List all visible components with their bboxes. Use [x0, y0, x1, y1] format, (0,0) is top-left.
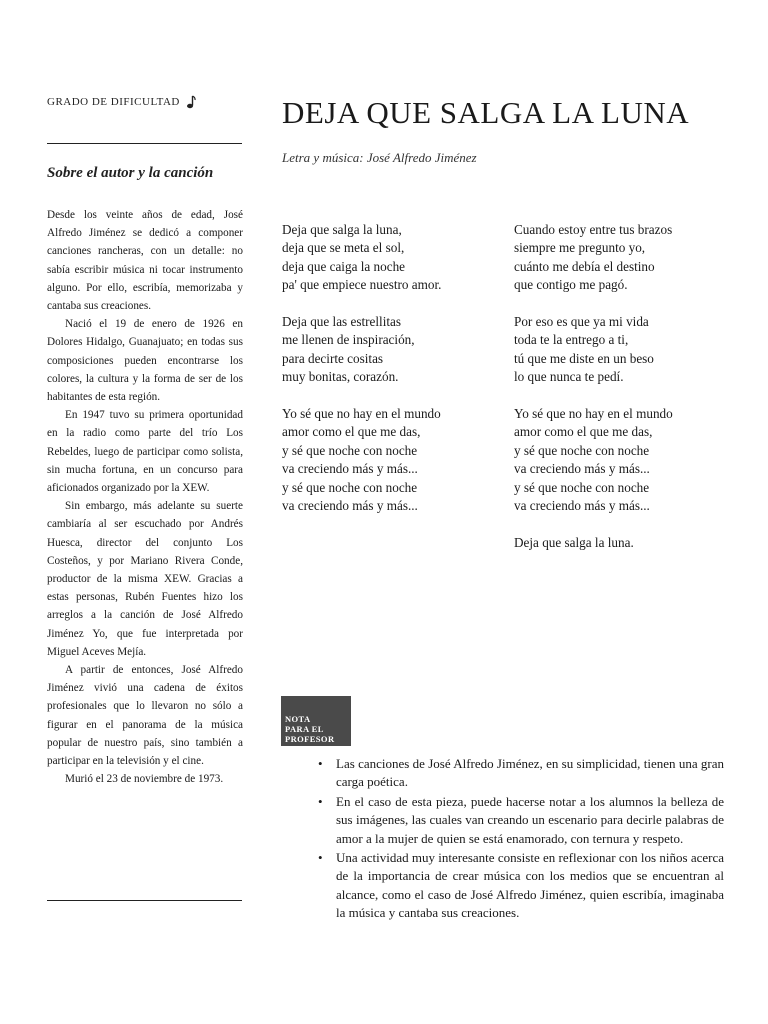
- badge-line: PARA EL: [285, 724, 324, 734]
- bio-paragraph: Desde los veinte años de edad, José Alfredo Jiménez se dedicó a componer canciones rancheras, con un detalle: no sabía escribir música ni tocar instrumento alguno. Por ello, escribía, memorizaba y cantaba sus creaciones.: [47, 209, 243, 313]
- stanza: [282, 221, 441, 295]
- lyric-line: va creciendo más y más...: [282, 461, 418, 477]
- difficulty-text: GRADO DE DIFICULTAD: [47, 96, 180, 108]
- stanza: [514, 221, 673, 295]
- lyric-line: y sé que noche con noche: [514, 442, 650, 458]
- sidebar-top-divider: [47, 143, 242, 144]
- about-heading: Sobre el autor y la canción: [47, 165, 214, 181]
- lyric-line: deja que se meta el sol,: [282, 240, 405, 256]
- lyric-line: me llenen de inspiración,: [282, 332, 415, 348]
- lyric-line: cuánto me debía el destino: [514, 258, 655, 274]
- lyric-line: pa' que empiece nuestro amor.: [282, 277, 442, 293]
- lyric-line: amor como el que me das,: [282, 424, 421, 440]
- bio-paragraph: Murió el 23 de noviembre de 1973.: [65, 773, 224, 786]
- bio-paragraph: Sin embargo, más adelante su suerte cambiaría al ser escuchado por Andrés Huesca, director del conjunto Los Costeños, y por Mariano Rivera Conde, productor de la misma XEW. Gracias a estas personas, Rubén Fuentes hizo los arreglos a la canción de José Alfredo Jiménez Yo, que fue interpretada por Miguel Aceves Mejía.: [47, 500, 243, 658]
- lyric-line: y sé que noche con noche: [282, 442, 418, 458]
- sidebar-bottom-divider: [47, 900, 242, 901]
- lyric-line: Deja que salga la luna.: [514, 534, 634, 550]
- stanza: [282, 405, 441, 515]
- bio-paragraph: En 1947 tuvo su primera oportunidad en la radio como parte del trío Los Rebeldes, luego de participar como solista, sin mucha fortuna, en un concurso para aficionados organizado por la XEW.: [47, 409, 243, 495]
- badge-line: PROFESOR: [285, 734, 335, 744]
- list-item: • Las canciones de José Alfredo Jiménez, en su simplicidad, tienen una gran carga poética.: [318, 755, 724, 792]
- lyric-line: Cuando estoy entre tus brazos: [514, 222, 673, 237]
- list-item: • En el caso de esta pieza, puede hacerse notar a los alumnos la belleza de sus imágenes, las cuales van creando un escenario para decirle palabras de amor a la mujer de quien se está enamorado, con ternura y respeto.: [318, 793, 724, 848]
- song-title: DEJA QUE SALGA LA LUNA: [282, 95, 690, 130]
- author-bio: [47, 206, 243, 789]
- song-credits: Letra y música: José Alfredo Jiménez: [282, 150, 477, 165]
- lyric-line: Por eso es que ya mi vida: [514, 314, 649, 330]
- stanza: [514, 534, 673, 552]
- lyric-line: y sé que noche con noche: [514, 479, 650, 495]
- lyric-line: Deja que las estrellitas: [282, 314, 402, 330]
- bio-paragraph: A partir de entonces, José Alfredo Jiménez vivió una cadena de éxitos profesionales que lo llevaron no sólo a figurar en el panorama de la música popular de nuestro país, sino también a participar en la televisión y el cine.: [47, 664, 243, 768]
- stanza: [514, 313, 673, 387]
- lyric-line: muy bonitas, corazón.: [282, 369, 399, 385]
- lyric-line: va creciendo más y más...: [514, 461, 650, 477]
- lyrics-right-column: [514, 221, 673, 571]
- bio-paragraph: Nació el 19 de enero de 1926 en Dolores Hidalgo, Guanajuato; en todas sus composiciones pueden encontrarse los colores, la cultura y la forma de ser de los habitantes de esta región.: [47, 318, 243, 404]
- badge-line: NOTA: [285, 714, 311, 724]
- lyric-line: para decirte cositas: [282, 350, 384, 366]
- stanza: [514, 405, 673, 515]
- music-note-icon: [186, 95, 196, 109]
- lyric-line: siempre me pregunto yo,: [514, 240, 646, 256]
- stanza: [282, 313, 441, 387]
- lyric-line: va creciendo más y más...: [282, 498, 418, 514]
- lyric-line: lo que nunca te pedí.: [514, 369, 624, 385]
- lyric-line: que contigo me pagó.: [514, 277, 628, 293]
- lyric-line: va creciendo más y más...: [514, 498, 650, 514]
- lyric-line: Yo sé que no hay en el mundo: [514, 406, 673, 422]
- lyric-line: deja que caiga la noche: [282, 258, 406, 274]
- lyrics-left-column: [282, 221, 441, 534]
- lyric-line: y sé que noche con noche: [282, 479, 418, 495]
- lyric-line: amor como el que me das,: [514, 424, 653, 440]
- teacher-notes-list: [318, 755, 724, 924]
- difficulty-label: [47, 95, 196, 109]
- lyric-line: toda te la entrego a ti,: [514, 332, 629, 348]
- lyric-line: Deja que salga la luna,: [282, 222, 402, 237]
- list-item: • Una actividad muy interesante consiste en reflexionar con los niños acerca de la importancia de crear música con los medios que se encuentran al alcance, como el caso de José Alfredo Jiménez, quien escribía, imaginaba la música y cantaba sus creaciones.: [318, 849, 724, 923]
- lyric-line: Yo sé que no hay en el mundo: [282, 406, 441, 422]
- lyric-line: tú que me diste en un beso: [514, 350, 654, 366]
- teacher-note-badge: [281, 696, 351, 746]
